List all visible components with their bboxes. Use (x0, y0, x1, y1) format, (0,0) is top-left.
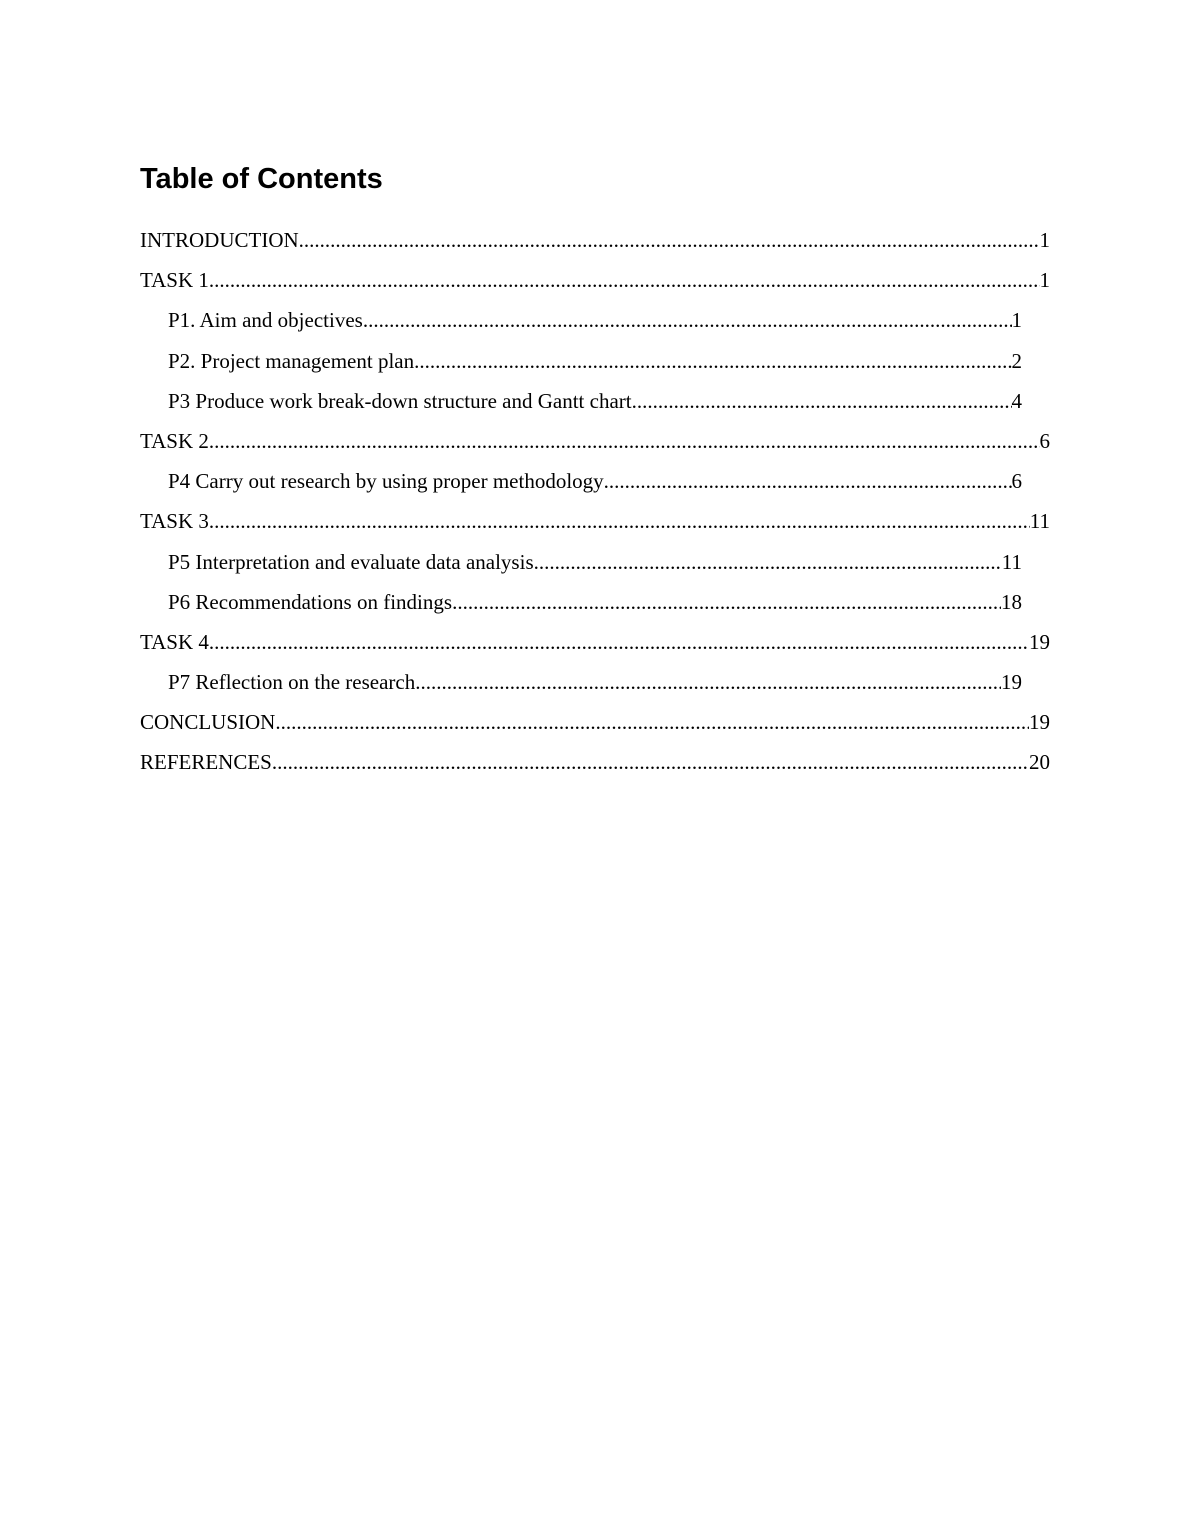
toc-page-number: 18 (1001, 589, 1022, 614)
leader-dots (534, 550, 1002, 575)
toc-page-number: 19 (1001, 670, 1022, 695)
leader-dots (415, 670, 1001, 695)
toc-page-number: 1 (1011, 308, 1022, 333)
toc-entry[interactable] (140, 710, 1050, 750)
toc-page-number: 20 (1029, 750, 1050, 775)
leader-dots (272, 750, 1029, 775)
toc-entry-label: TASK 4 (140, 629, 209, 654)
page-title: Table of Contents (140, 163, 383, 195)
toc-page-number: 1 (1039, 268, 1050, 293)
toc-entry[interactable] (140, 308, 1022, 348)
toc-entry[interactable] (140, 550, 1022, 590)
toc-entry[interactable] (140, 750, 1050, 790)
leader-dots (209, 268, 1040, 293)
toc-entry[interactable] (140, 630, 1050, 670)
toc-entry-label: P3 Produce work break-down structure and Gantt chart (168, 388, 632, 413)
leader-dots (209, 429, 1040, 454)
leader-dots (209, 630, 1029, 655)
toc-entry-label: P1. Aim and objectives (168, 308, 363, 333)
toc-entry[interactable] (140, 349, 1022, 389)
toc-entry-label: P7 Reflection on the research (168, 670, 416, 695)
toc-entry[interactable] (140, 429, 1050, 469)
leader-dots (299, 228, 1040, 253)
toc-entry[interactable] (140, 228, 1050, 268)
toc-page-number: 19 (1029, 710, 1050, 735)
toc-entry-label: INTRODUCTION (140, 228, 299, 252)
toc-entry-label: P6 Recommendations on findings (168, 589, 453, 614)
toc-entry-label: TASK 2 (140, 428, 209, 453)
leader-dots (275, 710, 1029, 735)
toc-entry[interactable] (140, 590, 1022, 630)
toc-page-number: 4 (1011, 388, 1022, 413)
toc-page-number: 11 (1001, 549, 1022, 574)
leader-dots (363, 308, 1012, 333)
toc-entry-label: TASK 3 (140, 509, 209, 534)
toc-entry[interactable] (140, 469, 1022, 509)
toc-page-number: 6 (1039, 428, 1050, 453)
toc-entry-label: P2. Project management plan (168, 348, 415, 373)
toc-page-number: 19 (1029, 629, 1050, 654)
toc-entry-label: TASK 1 (140, 268, 209, 293)
toc-entry-label: REFERENCES (140, 750, 272, 775)
leader-dots (604, 469, 1012, 494)
leader-dots (414, 349, 1011, 374)
toc-entry[interactable] (140, 389, 1022, 429)
leader-dots (209, 509, 1030, 534)
toc-page-number: 2 (1011, 348, 1022, 373)
toc-entry-label: P5 Interpretation and evaluate data analysis (168, 549, 534, 574)
toc-entry[interactable] (140, 670, 1022, 710)
toc-entry-label: CONCLUSION (140, 710, 276, 735)
leader-dots (452, 590, 1001, 615)
toc-page-number: 1 (1039, 228, 1050, 252)
toc-page-number: 11 (1029, 509, 1050, 534)
toc-page-number: 6 (1011, 469, 1022, 494)
leader-dots (632, 389, 1012, 414)
toc-entry-label: P4 Carry out research by using proper methodology (168, 469, 604, 494)
toc-entry[interactable] (140, 509, 1050, 549)
toc-entry[interactable] (140, 268, 1050, 308)
table-of-contents (140, 228, 1050, 791)
